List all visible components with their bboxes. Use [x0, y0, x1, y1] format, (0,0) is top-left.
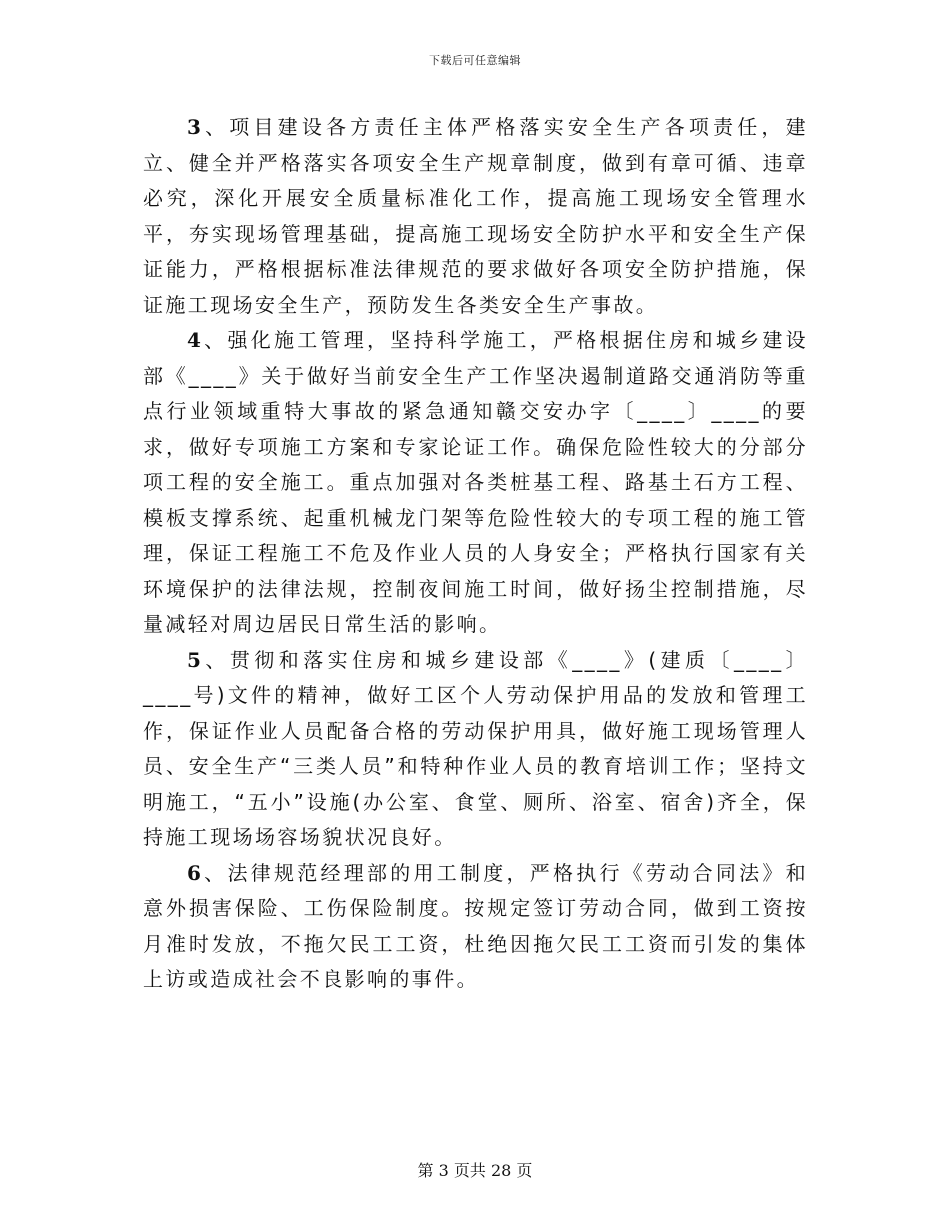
paragraph-text: 、法律规范经理部的用工制度，严格执行《劳动合同法》和意外损害保险、工伤保险制度。按规定签订劳动合同，做到工资按月准时发放，不拖欠民工工资，杜绝因拖欠民工工资而引发的集体上访或造成社会不良影响的事件。 — [143, 860, 808, 991]
paragraph-number: 3 — [187, 115, 204, 139]
page-footer: 第 3 页共 28 页 — [417, 1161, 533, 1180]
paragraph-number: 6 — [187, 860, 204, 885]
paragraph-item-3 — [143, 110, 808, 323]
document-body — [143, 110, 808, 998]
paragraph-text: 、贯彻和落实住房和城乡建设部《____》(建质〔____〕____号)文件的精神，做好工区个人劳动保护用品的发放和管理工作，保证作业人员配备合格的劳动保护用具，做好施工现场管理人员、安全生产“三类人员”和特种作业人员的教育培训工作；坚持文明施工，“五小”设施(办公室、食堂、厕所、浴室、宿舍)齐全，保持施工现场场容场貌状况良好。 — [143, 647, 808, 849]
paragraph-number: 5 — [187, 647, 204, 672]
paragraph-item-5 — [143, 643, 808, 856]
paragraph-item-6 — [143, 856, 808, 998]
page-header: 下载后可任意编辑 — [429, 54, 521, 67]
paragraph-item-4 — [143, 323, 808, 643]
paragraph-text: 、项目建设各方责任主体严格落实安全生产各项责任，建立、健全并严格落实各项安全生产规章制度，做到有章可循、违章必究，深化开展安全质量标准化工作，提高施工现场安全管理水平，夯实现场管理基础，提高施工现场安全防护水平和安全生产保证能力，严格根据标准法律规范的要求做好各项安全防护措施，保证施工现场安全生产，预防发生各类安全生产事故。 — [143, 115, 808, 317]
paragraph-text: 、强化施工管理，坚持科学施工，严格根据住房和城乡建设部《____》关于做好当前安全生产工作坚决遏制道路交通消防等重点行业领域重特大事故的紧急通知赣交安办字〔____〕____的要求，做好专项施工方案和专家论证工作。确保危险性较大的分部分项工程的安全施工。重点加强对各类桩基工程、路基土石方工程、模板支撑系统、起重机械龙门架等危险性较大的专项工程的施工管理，保证工程施工不危及作业人员的人身安全；严格执行国家有关环境保护的法律法规，控制夜间施工时间，做好扬尘控制措施，尽量减轻对周边居民日常生活的影响。 — [143, 328, 808, 636]
paragraph-number: 4 — [187, 328, 204, 352]
